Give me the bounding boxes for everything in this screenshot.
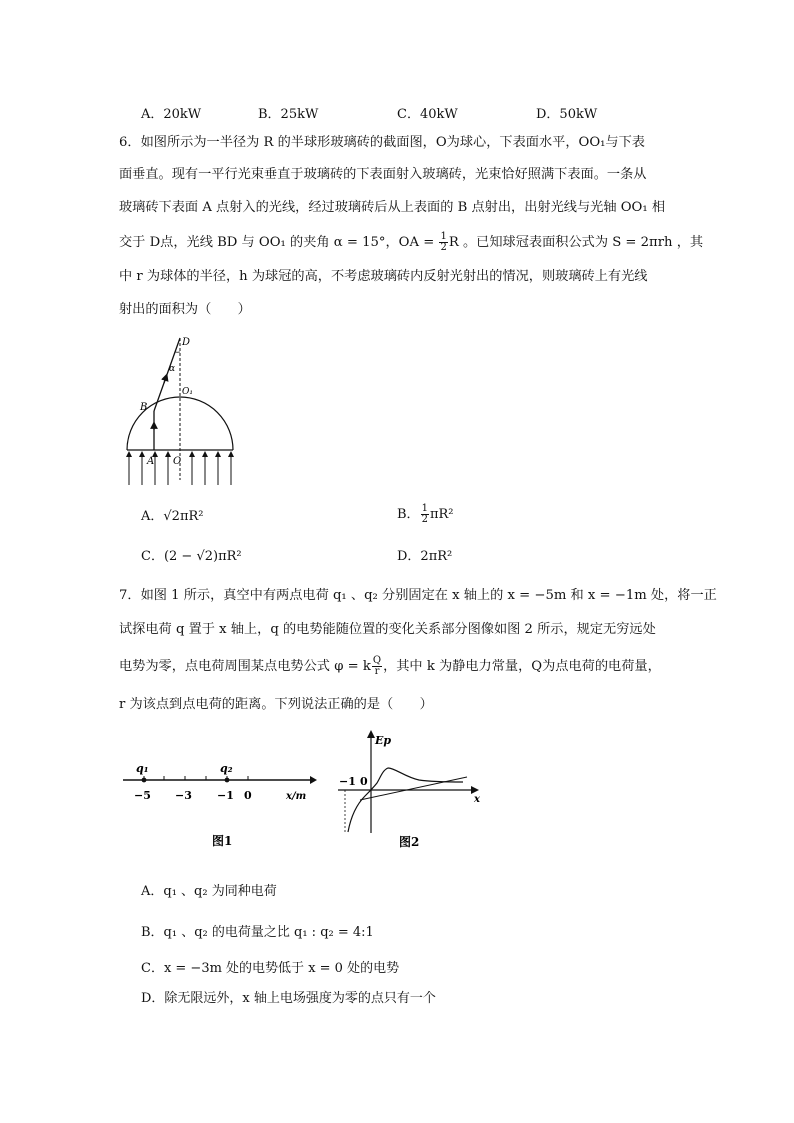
- label-alpha: α: [169, 364, 176, 374]
- q6-option-b: [397, 503, 453, 525]
- q6-option-b-suffix: πR²: [429, 507, 454, 522]
- q7-line-3a: 电势为零，点电荷周围某点电势公式 φ = k: [119, 659, 371, 674]
- q5-option-b: B．25kW: [258, 107, 319, 122]
- q6-line-2: 面垂直。现有一平行光束垂直于玻璃砖的下表面射入玻璃砖，光束恰好照满下表面。一条从: [119, 167, 647, 182]
- q5-option-a: A．20kW: [141, 107, 202, 122]
- q7-figure-2: [333, 728, 493, 858]
- fig1-tick-m1: −1: [217, 789, 234, 802]
- label-o: O: [173, 456, 182, 467]
- q5-option-c: C．40kW: [397, 107, 458, 122]
- label-b: B: [140, 402, 148, 413]
- q6-option-a: A．√2πR²: [141, 509, 204, 524]
- q6-option-b-fraction: [421, 504, 429, 525]
- label-d: D: [182, 337, 191, 348]
- q5-option-d: D．50kW: [536, 107, 598, 122]
- ray-b-to-d: [154, 338, 180, 411]
- fig1-q2-label: q₂: [220, 762, 233, 775]
- q6-option-d: D．2πR²: [397, 549, 453, 564]
- q7-fraction: [372, 656, 382, 677]
- q7-option-a: A．q₁ 、q₂ 为同种电荷: [141, 884, 277, 899]
- q6-line-6: 射出的面积为（ ）: [119, 302, 251, 317]
- q6-hemisphere-figure: [118, 330, 248, 490]
- fig2-y-label: Ep: [375, 734, 392, 747]
- fig2-neg-one: −1: [339, 775, 356, 788]
- fig1-tick-0: 0: [244, 789, 252, 802]
- q6-fraction: [439, 232, 447, 253]
- q7-line-3b: ，其中 k 为静电力常量，Q为点电荷的电荷量，: [383, 659, 661, 674]
- label-o1: O₁: [182, 387, 193, 397]
- q6-frac-num: 1: [440, 231, 447, 242]
- fig1-caption: 图1: [212, 834, 233, 848]
- fig2-caption: 图2: [399, 835, 420, 849]
- fig1-tick-m5: −5: [134, 789, 151, 802]
- q7-figure-1: [118, 755, 318, 855]
- q6-line-4: [119, 232, 703, 253]
- q7-line-3: [119, 656, 661, 677]
- q7-line-2: 试探电荷 q 置于 x 轴上，q 的电势能随位置的变化关系部分图像如图 2 所示，规定无穷远处: [119, 622, 656, 637]
- fig1-q1-point: [142, 778, 147, 783]
- q7-option-d: D．除无限远外，x 轴上电场强度为零的点只有一个: [141, 991, 436, 1006]
- q7-frac-num: Q: [372, 655, 382, 666]
- label-a: A: [147, 456, 155, 467]
- fig2-zero: 0: [360, 775, 368, 788]
- fig1-axis-label: x/m: [286, 791, 307, 802]
- q6-option-b-prefix: B．: [397, 507, 420, 522]
- q7-frac-den: r: [374, 666, 380, 677]
- q7-option-b: B．q₁ 、q₂ 的电荷量之比 q₁ : q₂ = 4:1: [141, 925, 374, 940]
- fig1-q1-label: q₁: [136, 762, 149, 775]
- q6-line-4b: R 。已知球冠表面积公式为 S = 2πrh ，其: [448, 235, 704, 250]
- q6-line-3: 玻璃砖下表面 A 点射入的光线，经过玻璃砖后从上表面的 B 点射出，出射光线与光轴 OO₁ 相: [119, 200, 666, 215]
- q6-option-b-num: 1: [421, 503, 428, 514]
- fig2-x-label: x: [474, 794, 480, 805]
- q6-option-b-den: 2: [421, 514, 428, 525]
- q6-line-5: 中 r 为球体的半径，h 为球冠的高，不考虑玻璃砖内反射光射出的情况，则玻璃砖上有光线: [119, 269, 648, 284]
- fig1-q2-point: [225, 778, 230, 783]
- q6-option-c: C．(2 − √2)πR²: [141, 549, 242, 564]
- q6-line-4a: 交于 D点，光线 BD 与 OO₁ 的夹角 α = 15°，OA =: [119, 235, 439, 250]
- q7-line-1: 7．如图 1 所示，真空中有两点电荷 q₁ 、q₂ 分别固定在 x 轴上的 x = −5m 和 x = −1m 处，将一正: [119, 588, 717, 603]
- fig2-line: [360, 777, 467, 800]
- fig1-tick-m3: −3: [175, 789, 192, 802]
- fig1-axis-arrow: [310, 776, 317, 784]
- q7-line-4: r 为该点到点电荷的距离。下列说法正确的是（ ）: [119, 697, 433, 712]
- q6-line-1: 6．如图所示为一半径为 R 的半球形玻璃砖的截面图，O为球心，下表面水平，OO₁与下表: [119, 135, 645, 150]
- q7-option-c: C．x = −3m 处的电势低于 x = 0 处的电势: [141, 961, 400, 976]
- q6-frac-den: 2: [440, 242, 447, 253]
